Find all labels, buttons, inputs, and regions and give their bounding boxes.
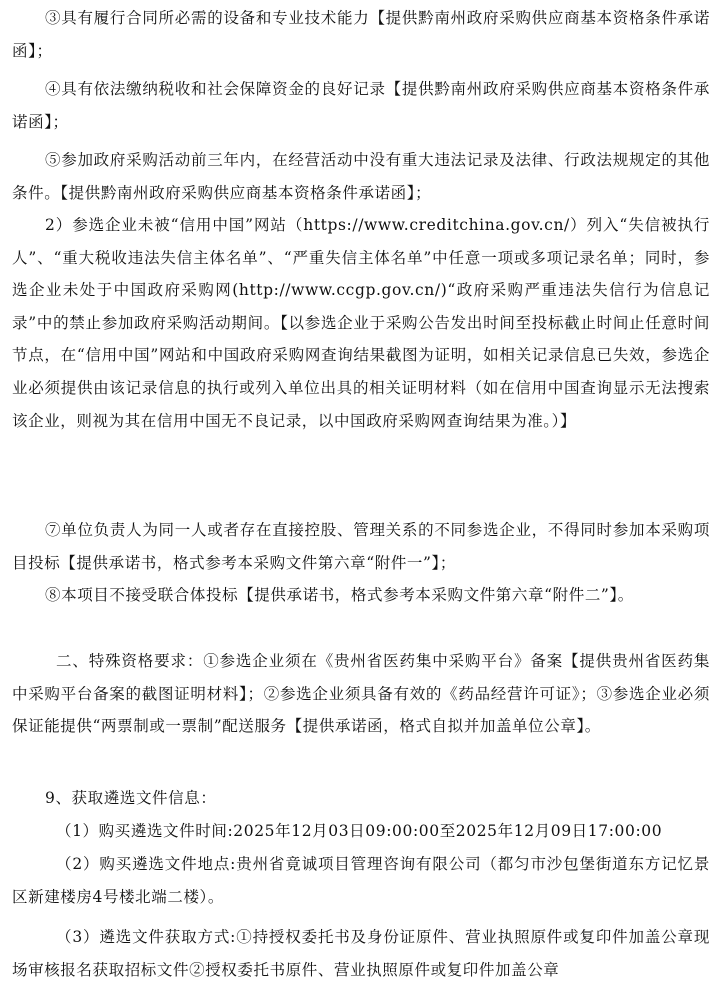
acquisition-method: （3）遴选文件获取方式:①持授权委托书及身份证原件、营业执照原件或复印件加盖公章现场审核报名获取招标文件②授权委托书原件、营业执照原件或复印件加盖公章	[12, 928, 710, 979]
purchase-location: （2）购买遴选文件地点:贵州省竟诚项目管理咨询有限公司（都匀市沙包堡街道东方记忆景区新建楼房4号楼北端二楼）。	[12, 855, 710, 906]
clause-7-same-principal: ⑦单位负责人为同一人或者存在直接控股、管理关系的不同参选企业，不得同时参加本采购项目投标【提供承诺书，格式参考本采购文件第六章“附件一”】；	[12, 521, 710, 572]
special-qualification-section: 二、特殊资格要求：①参选企业须在《贵州省医药集中采购平台》备案【提供贵州省医药集中采购平台备案的截图证明材料】；②参选企业须具备有效的《药品经营许可证》；③参选企业必须保证能提供“两票制或一票制”配送服务【提供承诺函，格式自拟并加盖单位公章】。	[12, 652, 710, 736]
clause-4-tax-record: ④具有依法缴纳税收和社会保障资金的良好记录【提供黔南州政府采购供应商基本资格条件承诺函】；	[12, 80, 710, 131]
purchase-time: （1）购买遴选文件时间:2025年12月03日09:00:00至2025年12月09日17:00:00	[56, 822, 663, 840]
clause-8-no-consortium: ⑧本项目不接受联合体投标【提供承诺书，格式参考本采购文件第六章“附件二”】。	[45, 586, 634, 604]
clause-5-no-violation: ⑤参加政府采购活动前三年内，在经营活动中没有重大违法记录及法律、行政法规规定的其他条件。【提供黔南州政府采购供应商基本资格条件承诺函】；	[12, 151, 710, 202]
clause-3-equipment: ③具有履行合同所必需的设备和专业技术能力【提供黔南州政府采购供应商基本资格条件承诺函】；	[12, 9, 710, 60]
section-9-heading: 9、获取遴选文件信息：	[45, 789, 217, 807]
clause-2-credit-check: 2）参选企业未被“信用中国”网站（https://www.creditchina.gov.cn/）列入“失信被执行人”、“重大税收违法失信主体名单”、“严重失信主体名单”中任意一项或多项记录名单；同时，参选企业未处于中国政府采购网(http://www.ccgp.gov.cn/)“政府采购严重违法失信行为信息记录”中的禁止参加政府采购活动期间。【以参选企业于采购公告发出时间至投标截止时间止任意时间节点，在“信用中国”网站和中国政府采购网查询结果截图为证明，如相关记录信息已失效，参选企业必须提供由该记录信息的执行或列入单位出具的相关证明材料（如在信用中国查询显示无法搜索该企业，则视为其在信用中国无不良记录，以中国政府采购网查询结果为准。）】	[12, 216, 710, 430]
